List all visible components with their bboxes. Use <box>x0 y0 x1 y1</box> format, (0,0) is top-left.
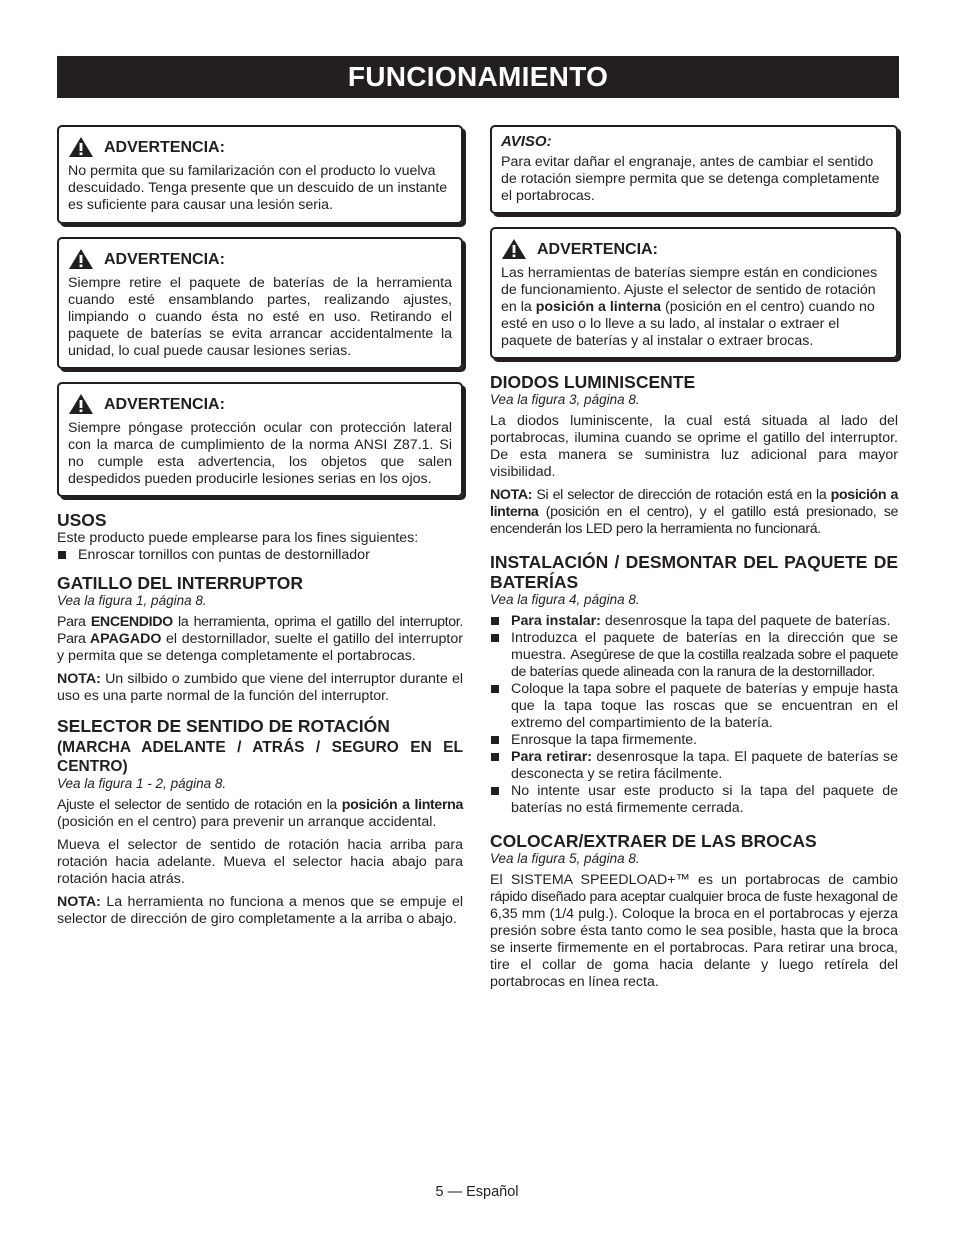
warning-title: ADVERTENCIA: <box>104 138 225 156</box>
section-heading-instalacion: INSTALACIÓN / DESMONTAR DEL PAQUETE DE BATERÍAS <box>490 552 898 592</box>
warning-title: ADVERTENCIA: <box>104 395 225 413</box>
warning-triangle-icon <box>68 248 94 270</box>
section-heading-brocas: COLOCAR/EXTRAER DE LAS BROCAS <box>490 831 817 851</box>
warning-box-3 <box>57 382 463 497</box>
warning-triangle-icon <box>68 393 94 415</box>
warning-text: Siempre póngase protección ocular con protección lateral con la marca de cumplimiento de la norma ANSI Z87.1. Si no cumple esta advertencia, los objetos que salen despedidos pueden producirle lesiones serias en los ojos. <box>68 420 452 487</box>
list-item: No intente usar este producto si la tapa del paquete de baterías no está firmemente cerrada. <box>490 783 898 817</box>
usos-list <box>57 547 463 564</box>
figure-reference: Vea la figura 5, página 8. <box>490 851 640 866</box>
warning-text: Las herramientas de baterías siempre están en condiciones de funcionamiento. Ajuste el selector de sentido de rotación en la posición a linterna (posición en el centro) cuando no esté en uso o lo lleve a su lado, al instalar o extraer el paquete de baterías y al instalar o extraer brocas. <box>501 265 878 349</box>
list-item: Coloque la tapa sobre el paquete de baterías y empuje hasta que la tapa toque las roscas que se encuentran en el extremo del compartimiento de la batería. <box>490 681 898 732</box>
warning-box-4 <box>490 227 898 359</box>
gatillo-paragraph: Para ENCENDIDO la herramienta, oprima el gatillo del interruptor. Para APAGADO el destornillador, suelte el gatillo del interruptor y permita que se detenga completamente el portabrocas. <box>57 614 463 664</box>
notice-box <box>490 125 898 214</box>
section-heading-diodos: DIODOS LUMINISCENTE <box>490 372 696 392</box>
figure-reference: Vea la figura 1 - 2, página 8. <box>57 776 227 791</box>
gatillo-note: NOTA: Un silbido o zumbido que viene del interruptor durante el uso es una parte normal de la función del interruptor. <box>57 671 463 704</box>
diodos-paragraph: La diodos luminiscente, la cual está situada al lado del portabrocas, ilumina cuando se oprime el gatillo del interruptor. De esta manera se suministra luz adicional para mayor visibilidad. <box>490 413 898 480</box>
list-item: Para instalar: desenrosque la tapa del paquete de baterías. <box>490 613 898 630</box>
section-heading-selector: SELECTOR DE SENTIDO DE ROTACIÓN <box>57 716 390 736</box>
diodos-note: NOTA: Si el selector de dirección de rotación está en la posición a linterna (posición en el centro), y el gatillo está presionado, se encenderán los LED pero la herramienta no funcionará. <box>490 487 898 537</box>
selector-note: NOTA: La herramienta no funciona a menos que se empuje el selector de dirección de giro completamente a la arriba o abajo. <box>57 894 463 927</box>
warning-box-1 <box>57 125 463 224</box>
figure-reference: Vea la figura 1, página 8. <box>57 593 207 608</box>
brocas-paragraph: El SISTEMA SPEEDLOAD+™ es un portabrocas de cambio rápido diseñado para aceptar cualquier broca de fuste hexagonal de 6,35 mm (1/4 pulg.). Coloque la broca en el portabrocas y ejerza presión sobre ésta tanto como le sea posible, hasta que la broca se inserte firmemente en el portabrocas. Para retirar una broca, tire el collar de goma hacia delante y luego retírela del portabrocas en línea recta. <box>490 872 899 990</box>
section-subheading-selector: (MARCHA ADELANTE / ATRÁS / SEGURO EN EL CENTRO) <box>57 739 463 775</box>
warning-triangle-icon <box>68 136 94 158</box>
list-item: Enrosque la tapa firmemente. <box>490 732 898 749</box>
list-item: Enroscar tornillos con puntas de destornillador <box>57 547 463 564</box>
page-title: FUNCIONAMIENTO <box>57 56 899 98</box>
usos-intro: Este producto puede emplearse para los fines siguientes: <box>57 530 419 546</box>
selector-paragraph-1: Ajuste el selector de sentido de rotación en la posición a linterna (posición en el centro) para prevenir un arranque accidental. <box>57 797 463 830</box>
section-heading-usos: USOS <box>57 510 107 530</box>
page-number: 5 — Español <box>435 1184 519 1200</box>
section-heading-gatillo: GATILLO DEL INTERRUPTOR <box>57 573 303 593</box>
instalacion-list <box>490 613 898 817</box>
warning-triangle-icon <box>501 238 527 260</box>
right-column <box>490 125 898 997</box>
figure-reference: Vea la figura 4, página 8. <box>490 592 640 607</box>
left-column <box>57 125 463 934</box>
list-item: Para retirar: desenrosque la tapa. El paquete de baterías se desconecta y se retira fácilmente. <box>490 749 898 783</box>
figure-reference: Vea la figura 3, página 8. <box>490 392 640 407</box>
list-item: Introduzca el paquete de baterías en la dirección que se muestra. Asegúrese de que la costilla realzada sobre el paquete de baterías quede alineada con la ranura de la destornillador. <box>490 630 898 681</box>
warning-title: ADVERTENCIA: <box>104 250 225 268</box>
notice-title: AVISO: <box>501 133 552 150</box>
warning-text: No permita que su familarización con el producto lo vuelva descuidado. Tenga presente que un descuido de un instante es suficiente para causar una lesión seria. <box>68 163 448 213</box>
notice-text: Para evitar dañar el engranaje, antes de cambiar el sentido de rotación siempre permita que se detenga completamente el portabrocas. <box>501 154 880 204</box>
warning-text: Siempre retire el paquete de baterías de la herramienta cuando esté ensamblando partes, realizando ajustes, limpiando o cuando ésta no esté en uso. Retirando el paquete de baterías se evita arrancar accidentalmente la unidad, lo cual puede causar lesiones serias. <box>68 275 452 359</box>
warning-title: ADVERTENCIA: <box>537 240 658 258</box>
selector-paragraph-2: Mueva el selector de sentido de rotación hacia arriba para rotación hacia adelante. Mueva el selector hacia abajo para rotación hacia atrás. <box>57 837 463 887</box>
warning-box-2 <box>57 237 463 369</box>
